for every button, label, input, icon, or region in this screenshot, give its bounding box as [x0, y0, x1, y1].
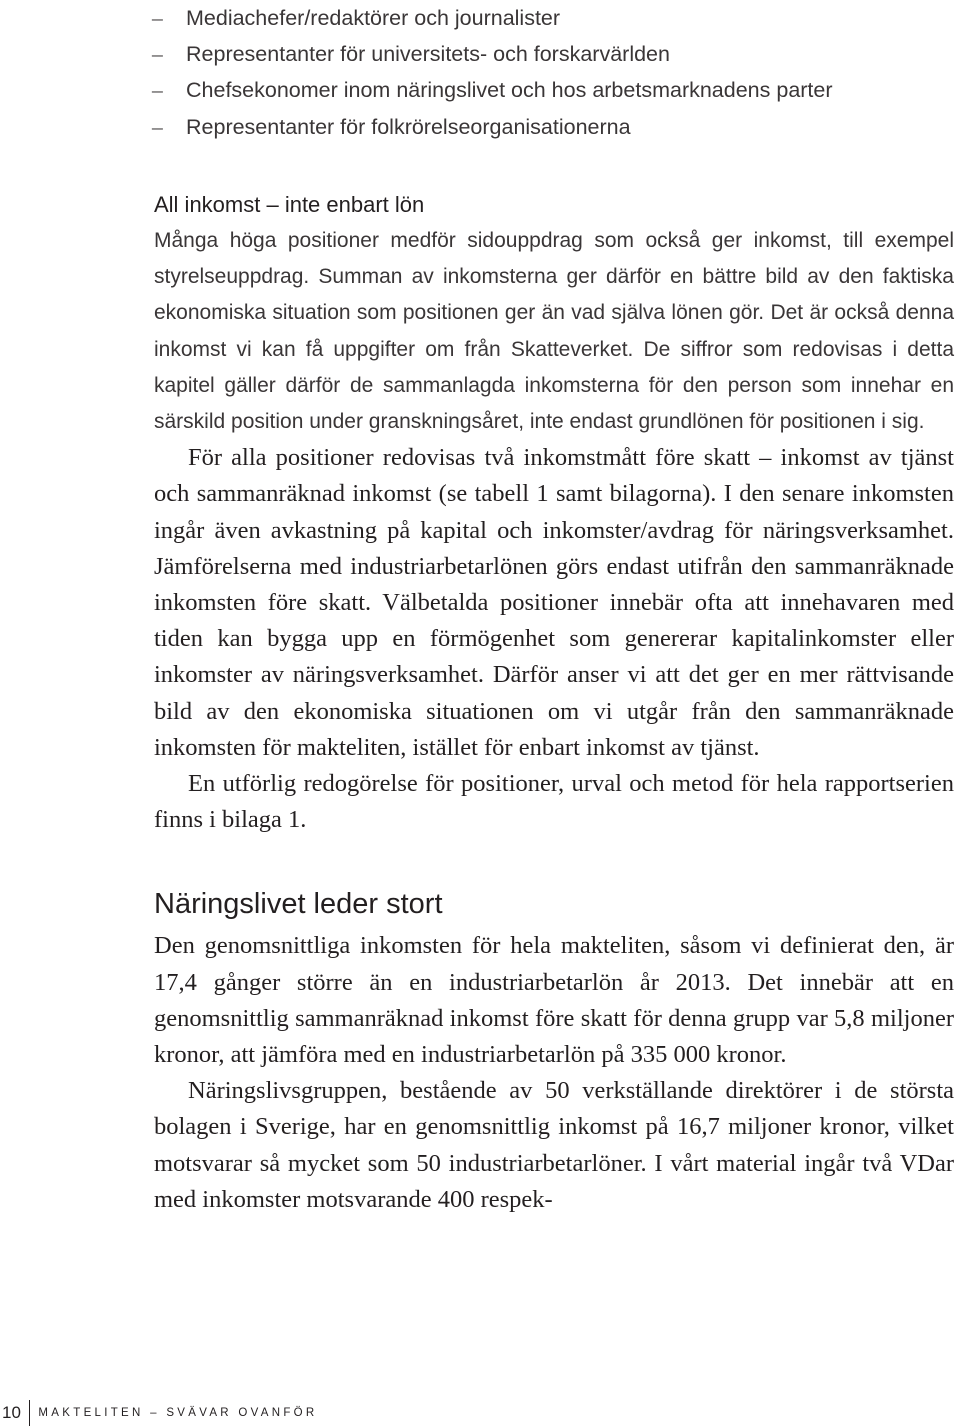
income-paragraph-2: För alla positioner redovisas två inkomstmått före skatt – inkomst av tjänst och sammanräknad inkomst (se tabell 1 samt bilagorna). I den senare inkomsten ingår även avkastning på kapital och inkomster/avdrag för näringsverksamhet. Jämförelserna med industriarbetarlönen görs endast utifrån den sammanräknade inkomsten före skatt. Välbetalda positioner innebär ofta att innehavaren med tiden kan bygga upp en förmögenhet som genererar kapitalinkomster eller inkomster av näringsverksamhet. Därför anser vi att det ger en mer rättvisande bild av den ekonomiska situationen om vi utgår från den sammanräknade inkomsten för makteliten, istället för enbart inkomst av tjänst. [154, 444, 954, 761]
footer-divider [29, 1400, 31, 1426]
list-item [152, 36, 954, 72]
list-item [152, 72, 954, 108]
section-heading: Näringslivet leder stort [154, 888, 443, 921]
income-paragraph-1: Många höga positioner medför sidouppdrag som också ger inkomst, till exempel styrelseuppdrag. Summan av inkomsterna ger därför en bättre bild av den faktiska ekonomiska situation som positionen ger än vad själva lönen gör. Det är också denna inkomst vi kan få uppgifter om från Skatteverket. De siffror som redovisas i detta kapitel gäller därför de sammanlagda inkomsterna för den person som innehar en särskild position under granskningsåret, inte endast grundlönen för positionen i sig. [154, 229, 954, 434]
list-item-text: Mediachefer/redaktörer och journalister [186, 6, 561, 30]
bullet-list [154, 0, 954, 145]
dash-marker: – [152, 42, 163, 67]
page-number: 10 [2, 1403, 21, 1422]
list-item [152, 109, 954, 145]
income-paragraph-3: En utförlig redogörelse för positioner, urval och metod för hela rapportserien finns i bilaga 1. [154, 770, 954, 834]
running-head: MAKTELITEN – SVÄVAR OVANFÖR [38, 1407, 318, 1419]
dash-marker: – [152, 114, 163, 139]
list-item [152, 0, 954, 36]
business-paragraph-2: Näringslivsgruppen, bestående av 50 verkställande direktörer i de största bolagen i Sverige, har en genomsnittlig inkomst på 16,7 miljoner kronor, vilket motsvarar så mycket som 50 industriarbetarlöner. I vårt material ingår två VDar med inkomster motsvarande 400 respek- [154, 1077, 954, 1213]
page-footer [0, 1398, 318, 1428]
business-paragraph-1: Den genomsnittliga inkomsten för hela makteliten, såsom vi definierat den, är 17,4 gånger större än en industriarbetarlön år 2013. Det innebär att en genomsnittlig sammanräknad inkomst före skatt för denna grupp var 5,8 miljoner kronor, att jämföra med en industriarbetarlön på 335 000 kronor. [154, 932, 954, 1069]
dash-marker: – [152, 78, 163, 103]
dash-marker: – [152, 6, 163, 30]
list-item-text: Chefsekonomer inom näringslivet och hos arbetsmarknadens parter [186, 78, 833, 103]
income-subheading: All inkomst – inte enbart lön [154, 191, 425, 217]
list-item-text: Representanter för universitets- och forskarvärlden [186, 42, 670, 67]
list-item-text: Representanter för folkrörelseorganisationerna [186, 114, 631, 139]
page-body [154, 0, 954, 1218]
